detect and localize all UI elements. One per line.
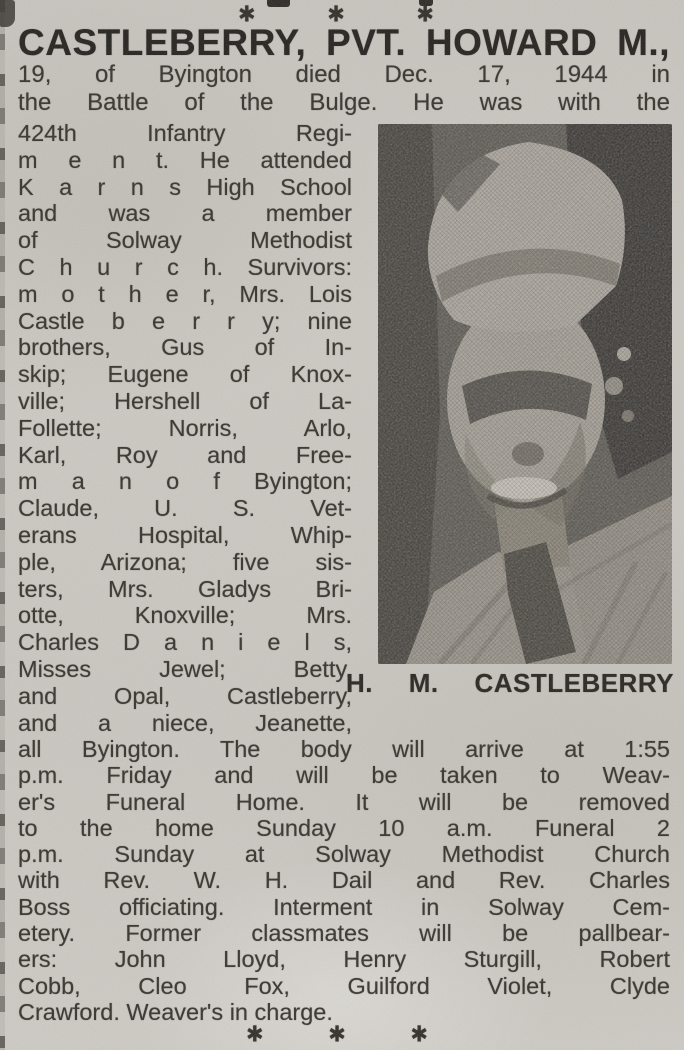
text-line: 19, of Byington died Dec. 17, 1944 in <box>18 61 670 88</box>
asterisk-icon: ✱ <box>328 1022 346 1047</box>
photo-caption: H. M. CASTLEBERRY <box>346 668 674 698</box>
text-line: C h u r c h. Survivors: <box>18 253 352 280</box>
text-line: all Byington. The body will arrive at 1:55 <box>18 736 670 762</box>
asterisk-icon: ✱ <box>238 2 256 27</box>
text-line: Misses Jewel; Betty, <box>18 655 352 682</box>
text-line: Follette; Norris, Arlo, <box>18 414 352 441</box>
text-line: to the home Sunday 10 a.m. Funeral 2 <box>18 814 670 841</box>
text-line: skip; Eugene of Knox- <box>18 361 352 388</box>
asterisk-icon: ✱ <box>246 1022 264 1047</box>
scan-corner-smudge <box>0 0 15 27</box>
text-line: and was a member <box>18 200 352 227</box>
obituary-left-column <box>18 120 352 736</box>
asterisk-icon: ✱ <box>416 2 434 27</box>
text-line: m o t h e r, Mrs. Lois <box>18 280 352 307</box>
text-line: the Battle of the Bulge. He was with the <box>18 89 670 116</box>
text-line: p.m. Friday and will be taken to Weav- <box>18 762 670 789</box>
text-line: m a n o f Byington; <box>18 468 352 495</box>
text-line: with Rev. W. H. Dail and Rev. Charles <box>18 867 670 894</box>
text-line: ters, Mrs. Gladys Bri- <box>18 575 352 602</box>
portrait-photo-illustration <box>378 124 672 664</box>
text-line: erans Hospital, Whip- <box>18 521 352 548</box>
text-line: Crawford. Weaver's in charge. <box>18 998 333 1025</box>
text-line: m e n t. He attended <box>18 146 352 173</box>
obituary-intro <box>18 61 670 117</box>
text-line: of Solway Methodist <box>18 227 352 254</box>
text-line: otte, Knoxville; Mrs. <box>18 602 352 629</box>
text-line: er's Funeral Home. It will be removed <box>18 788 670 815</box>
text-line: Charles D a n i e l s, <box>18 629 352 656</box>
text-line: ers: John Lloyd, Henry Sturgill, Robert <box>18 946 670 973</box>
scan-edge-artifact <box>0 0 5 1050</box>
text-line: ple, Arizona; five sis- <box>18 548 352 575</box>
text-line: Castle b e r r y; nine <box>18 307 352 334</box>
bottom-asterisk-divider <box>246 1022 428 1047</box>
text-line: and a niece, Jeanette, <box>18 709 352 736</box>
obituary-body <box>18 736 670 1025</box>
asterisk-icon: ✱ <box>327 2 345 27</box>
text-line: and Opal, Castleberry, <box>18 682 352 709</box>
text-line: etery. Former classmates will be pallbear- <box>18 920 670 947</box>
text-line: ville; Hershell of La- <box>18 387 352 414</box>
text-line: Claude, U. S. Vet- <box>18 495 352 522</box>
text-line: p.m. Sunday at Solway Methodist Church <box>18 841 670 868</box>
text-line: brothers, Gus of In- <box>18 334 352 361</box>
asterisk-icon: ✱ <box>410 1022 428 1047</box>
text-line: 424th Infantry Regi- <box>18 120 352 146</box>
text-line: Cobb, Cleo Fox, Guilford Violet, Clyde <box>18 972 670 999</box>
text-line: Boss officiating. Interment in Solway Cem- <box>18 893 670 920</box>
text-line: K a r n s High School <box>18 173 352 200</box>
portrait-photo <box>378 124 672 664</box>
text-line: Karl, Roy and Free- <box>18 441 352 468</box>
obituary-headline: CASTLEBERRY, PVT. HOWARD M., <box>18 22 670 63</box>
